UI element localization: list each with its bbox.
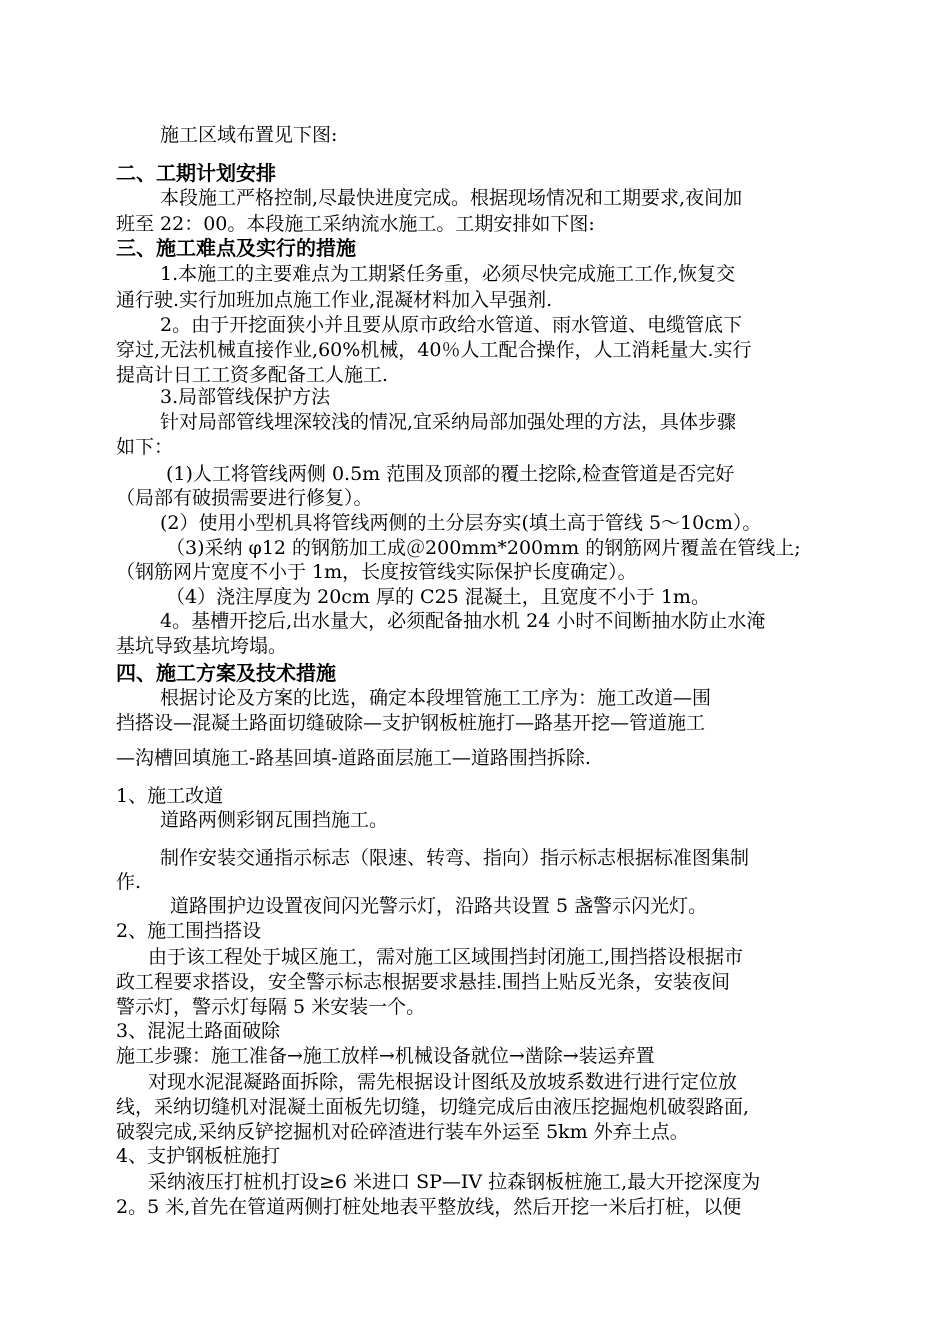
section-heading: 二、工期计划安排 — [116, 161, 276, 185]
text-line: 施工步骤：施工准备→施工放样→机械设备就位→凿除→装运弃置 — [116, 1045, 655, 1067]
text-line: 对现水泥混凝路面拆除，需先根据设计图纸及放坡系数进行进行定位放 — [148, 1071, 738, 1093]
text-line: 作. — [116, 871, 142, 893]
text-line: 政工程要求搭设，安全警示标志根据要求悬挂.围挡上贴反光条，安装夜间 — [116, 971, 731, 993]
text-line: —沟槽回填施工-路基回填-道路面层施工—道路围挡拆除. — [116, 747, 591, 769]
text-line: 警示灯，警示灯每隔 5 米安装一个。 — [116, 996, 426, 1018]
text-line: 提高计日工工资多配备工人施工. — [116, 364, 389, 386]
text-line: 2。5 米,首先在管道两侧打桩处地表平整放线，然后开挖一米后打桩，以便 — [116, 1196, 742, 1218]
text-line: （3)采纳 φ12 的钢筋加工成＠200mm*200mm 的钢筋网片覆盖在管线上; — [166, 537, 801, 559]
text-line: (2）使用小型机具将管线两侧的土分层夯实(填土高于管线 5～10cm）。 — [160, 512, 762, 534]
text-line: 针对局部管线埋深较浅的情况,宜采纳局部加强处理的方法，具体步骤 — [160, 411, 737, 433]
text-line: 4。基槽开挖后,出水量大，必须配备抽水机 24 小时不间断抽水防止水淹 — [160, 610, 766, 632]
text-line: (1)人工将管线两侧 0.5m 范围及顶部的覆土挖除,检查管道是否完好 — [166, 463, 735, 485]
text-line: 破裂完成,采纳反铲挖掘机对砼碎渣进行装车外运至 5km 外弃土点。 — [116, 1121, 689, 1143]
subsection-heading: 1、施工改道 — [116, 785, 224, 807]
text-line: 由于该工程处于城区施工，需对施工区域围挡封闭施工,围挡搭设根据市 — [148, 946, 744, 968]
subsection-heading: 3、混泥土路面破除 — [116, 1020, 281, 1042]
text-line: 本段施工严格控制,尽最快进度完成。根据现场情况和工期要求,夜间加 — [160, 187, 743, 209]
text-line: 如下： — [116, 436, 174, 458]
text-line: 挡搭设—混凝土路面切缝破除—支护钢板桩施打—路基开挖—管道施工 — [116, 712, 706, 734]
text-line: 1.本施工的主要难点为工期紧任务重，必须尽快完成施工工作,恢复交 — [160, 263, 736, 285]
text-line: 道路围护边设置夜间闪光警示灯，沿路共设置 5 盏警示闪光灯。 — [170, 895, 708, 917]
section-heading: 四、施工方案及技术措施 — [116, 661, 336, 685]
text-line: 穿过,无法机械直接作业,60%机械，40％人工配合操作，人工消耗量大.实行 — [116, 339, 752, 361]
text-line: 线，采纳切缝机对混凝土面板先切缝，切缝完成后由液压挖掘炮机破裂路面, — [116, 1096, 750, 1118]
section-heading: 三、施工难点及实行的措施 — [116, 236, 356, 260]
text-line: （钢筋网片宽度不小于 1m，长度按管线实际保护长度确定）。 — [116, 561, 637, 583]
text-line: 道路两侧彩钢瓦围挡施工。 — [160, 809, 389, 831]
text-line: 班至 22：00。本段施工采纳流水施工。工期安排如下图: — [116, 213, 595, 235]
text-line: 施工区域布置见下图: — [160, 124, 338, 146]
subsection-heading: 4、支护钢板桩施打 — [116, 1145, 281, 1167]
text-line: 根据讨论及方案的比选，确定本段埋管施工工序为：施工改道—围 — [160, 687, 712, 709]
text-line: 制作安装交通指示标志（限速、转弯、指向）指示标志根据标准图集制 — [160, 847, 750, 869]
text-line: （4）浇注厚度为 20cm 厚的 C25 混凝土，且宽度不小于 1m。 — [166, 586, 710, 608]
subsection-heading: 2、施工围挡搭设 — [116, 920, 262, 942]
text-line: 采纳液压打桩机打设≥6 米进口 SP—IV 拉森钢板桩施工,最大开挖深度为 — [148, 1171, 761, 1193]
text-line: （局部有破损需要进行修复）。 — [116, 487, 373, 509]
text-line: 基坑导致基坑垮塌。 — [116, 635, 288, 657]
text-line: 通行驶.实行加班加点施工作业,混凝材料加入早强剂. — [116, 289, 553, 311]
text-line: 3.局部管线保护方法 — [160, 386, 331, 408]
text-line: 2。由于开挖面狭小并且要从原市政给水管道、雨水管道、电缆管底下 — [160, 314, 743, 336]
